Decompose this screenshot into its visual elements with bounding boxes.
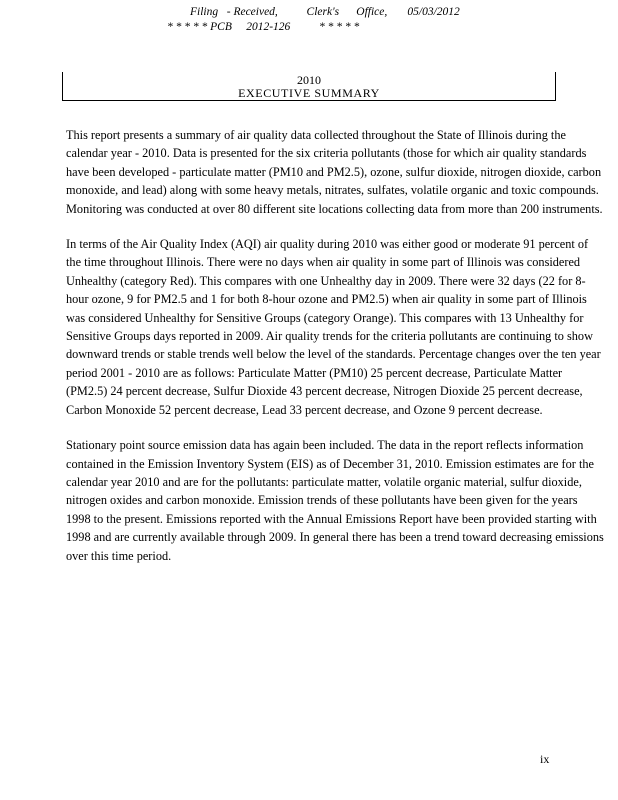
- filing-stamp-line1: Filing - Received, Clerk's Office, 05/03/2012: [190, 6, 460, 18]
- paragraph-intro: This report presents a summary of air quality data collected throughout the State of Illinois during the calendar year - 2010. Data is presented for the six criteria pollutants (those for which air quality standards have been developed - particulate matter (PM10 and PM2.5), ozone, sulfur dioxide, nitrogen dioxide, carbon monoxide, and lead) along with some heavy metals, nitrates, sulfates, volatile organic and toxic compounds. Monitoring was conducted at over 80 different site locations collecting data from more than 200 instruments.: [66, 128, 603, 216]
- page-number: ix: [540, 752, 550, 766]
- page-title: EXECUTIVE SUMMARY: [238, 86, 380, 100]
- paragraph-aqi: In terms of the Air Quality Index (AQI) air quality during 2010 was either good or moderate 91 percent of the time throughout Illinois. There were no days when air quality in some part of Illinois was considered Unhealthy (category Red). This compares with one Unhealthy day in 2009. There were 32 days (22 for 8-hour ozone, 9 for PM2.5 and 1 for both 8-hour ozone and PM2.5) when air quality in some part of Illinois was considered Unhealthy for Sensitive Groups (category Orange). This compares with 13 Unhealthy for Sensitive Groups days reported in 2009. Air quality trends for the criteria pollutants are continuing to show downward trends or stable trends well below the level of the standards. Percentage changes over the ten year period 2001 - 2010 are as follows: Particulate Matter (PM10) 25 percent decrease, Particulate Matter (PM2.5) 24 percent decrease, Sulfur Dioxide 43 percent decrease, Nitrogen Dioxide 25 percent decrease, Carbon Monoxide 52 percent decrease, Lead 33 percent decrease, and Ozone 9 percent decrease.: [66, 237, 601, 417]
- report-year: 2010: [297, 73, 321, 87]
- paragraph-emissions: Stationary point source emission data has again been included. The data in the report reflects information contained in the Emission Inventory System (EIS) as of December 31, 2010. Emission estimates are for the calendar year 2010 and are for the pollutants: particulate matter, volatile organic material, sulfur dioxide, nitrogen oxides and carbon monoxide. Emission trends of these pollutants have been given for the years 1998 to the present. Emissions reported with the Annual Emissions Report have been provided starting with 1998 and are currently available through 2009. In general there has been a trend toward decreasing emissions over this time period.: [66, 438, 604, 563]
- filing-stamp-line2: * * * * * PCB 2012-126 * * * * *: [167, 21, 360, 33]
- summary-header-box: [62, 72, 556, 101]
- document-body: [66, 126, 604, 582]
